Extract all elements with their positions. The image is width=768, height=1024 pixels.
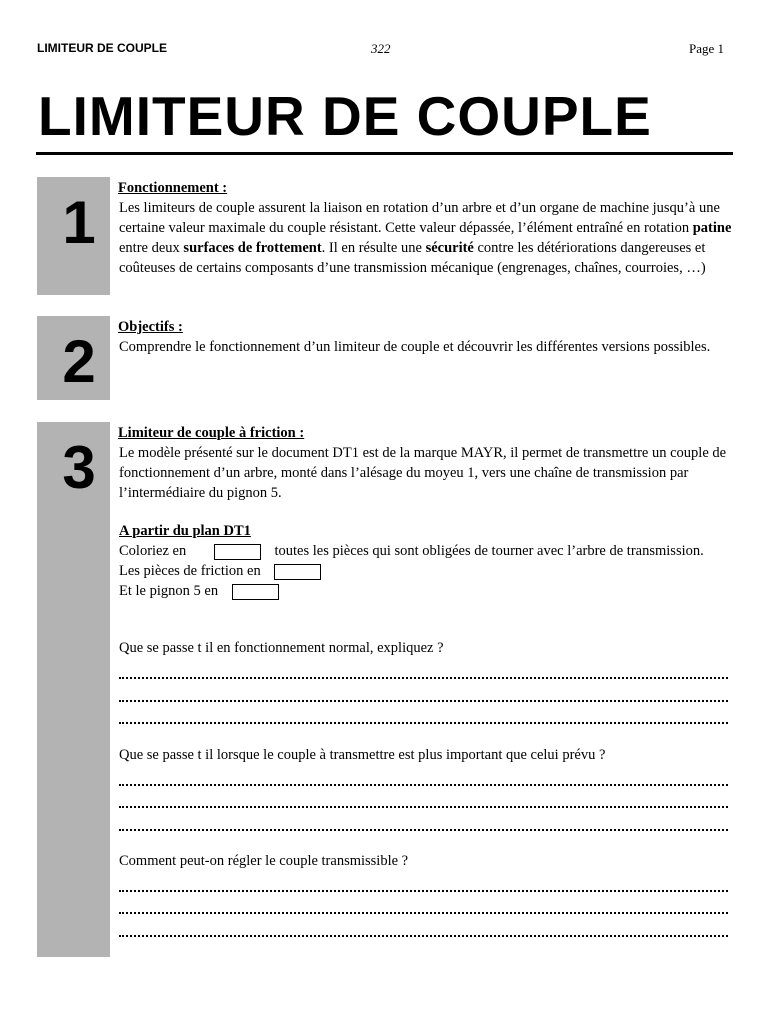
section-1-number: 1 xyxy=(62,189,96,256)
section-2-number-box xyxy=(37,316,110,400)
answer-line[interactable] xyxy=(119,700,728,702)
question-2-text: Que se passe t il lorsque le couple à transmettre est plus important que celui prévu ? xyxy=(119,747,606,763)
plan-instructions xyxy=(118,521,733,601)
question-1 xyxy=(118,638,733,658)
page-title: LIMITEUR DE COUPLE xyxy=(38,85,652,147)
question-1-text: Que se passe t il en fonctionnement normal, expliquez ? xyxy=(119,640,444,656)
section-2-number: 2 xyxy=(62,328,96,395)
section-3-content xyxy=(118,423,733,503)
answer-line[interactable] xyxy=(119,722,728,724)
question-2 xyxy=(118,745,733,765)
running-header-number: 322 xyxy=(371,41,391,56)
plan-subheading: A partir du plan DT1 xyxy=(119,523,251,539)
answer-line[interactable] xyxy=(119,829,728,831)
running-header-title: LIMITEUR DE COUPLE xyxy=(37,41,168,55)
color-swatch-pinion[interactable] xyxy=(232,584,279,600)
section-3-number: 3 xyxy=(62,434,96,501)
section-3-number-box xyxy=(37,422,110,957)
section-1-heading: Fonctionnement : xyxy=(118,180,228,196)
color-swatch-rotating-parts[interactable] xyxy=(214,544,261,560)
answer-line[interactable] xyxy=(119,935,728,937)
color-swatch-friction-parts[interactable] xyxy=(274,564,321,580)
answer-line[interactable] xyxy=(119,806,728,808)
section-2-heading: Objectifs : xyxy=(118,319,183,335)
question-3 xyxy=(118,851,733,871)
section-3-heading: Limiteur de couple à friction : xyxy=(118,425,305,441)
pinion-instruction: Et le pignon 5 en xyxy=(118,581,733,601)
section-2-text: Comprendre le fonctionnement d’un limiteur de couple et découvrir les différentes versions possibles. xyxy=(119,339,711,355)
section-2-content xyxy=(118,317,733,357)
answer-line[interactable] xyxy=(119,677,728,679)
answer-line[interactable] xyxy=(119,784,728,786)
question-3-text: Comment peut-on régler le couple transmissible ? xyxy=(119,853,409,869)
answer-line[interactable] xyxy=(119,912,728,914)
section-1-text: Les limiteurs de couple assurent la liaison en rotation d’un arbre et d’un organe de machine jusqu’à une certaine valeur maximale du couple résistant. Cette valeur dépassée, l’élément entraîné en rotation patine entre deux surfaces de frottement. Il en résulte une sécurité contre les détériorations dangereuses et coûteuses de certains composants d’une transmission mécanique (engrenages, chaînes, courroies, …) xyxy=(119,200,732,276)
answer-line[interactable] xyxy=(119,890,728,892)
color-instruction: Coloriez en toutes les pièces qui sont obligées de tourner avec l’arbre de transmission. xyxy=(119,543,704,559)
friction-instruction: Les pièces de friction en xyxy=(118,561,733,581)
section-3-text: Le modèle présenté sur le document DT1 est de la marque MAYR, il permet de transmettre un couple de fonctionnement d’un arbre, monté dans l’alésage du moyeu 1, vers une chaîne de transmission par l’intermédiaire du pignon 5. xyxy=(119,445,727,501)
section-1-content xyxy=(118,178,733,278)
title-underline xyxy=(36,152,733,155)
section-1-number-box xyxy=(37,177,110,295)
page-number: Page 1 xyxy=(688,41,724,56)
